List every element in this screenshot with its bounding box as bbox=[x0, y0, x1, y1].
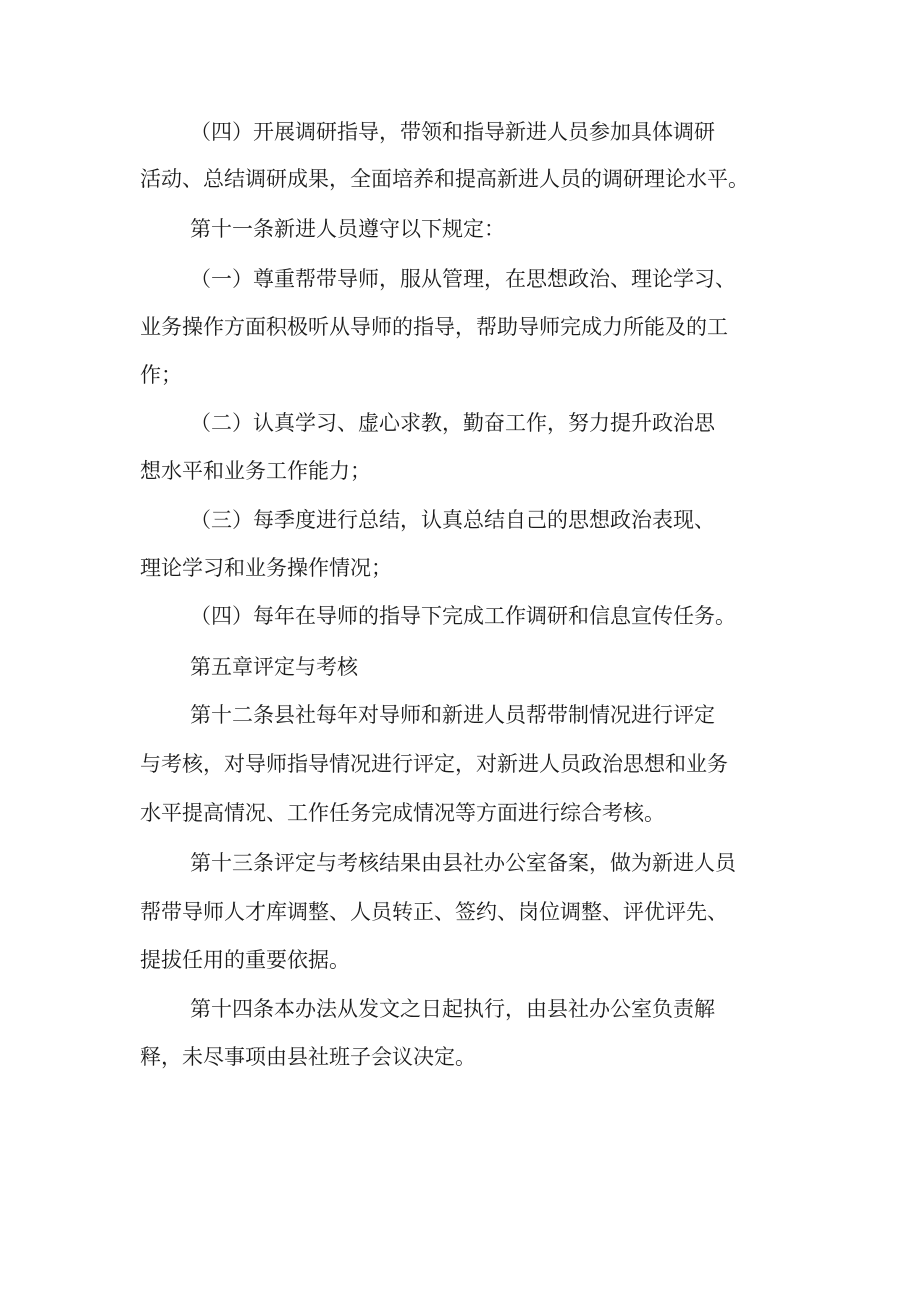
text-line: 与考核，对导师指导情况进行评定，对新进人员政治思想和业务 bbox=[140, 752, 728, 776]
text-line: 想水平和业务工作能力； bbox=[140, 459, 371, 483]
text-line: （四）每年在导师的指导下完成工作调研和信息宣传任务。 bbox=[190, 604, 736, 628]
text-line: （四）开展调研指导，带领和指导新进人员参加具体调研 bbox=[190, 120, 715, 144]
text-line: 提拔任用的重要依据。 bbox=[140, 948, 350, 972]
text-line: 第十四条本办法从发文之日起执行，由县社办公室负责解 bbox=[190, 997, 715, 1021]
chapter-heading: 第五章评定与考核 bbox=[190, 655, 358, 679]
text-line: （二）认真学习、虚心求教，勤奋工作，努力提升政治思 bbox=[190, 411, 715, 435]
text-line: 活动、总结调研成果，全面培养和提高新进人员的调研理论水平。 bbox=[140, 167, 749, 191]
text-line: 理论学习和业务操作情况； bbox=[140, 556, 392, 580]
text-line: （一）尊重帮带导师，服从管理，在思想政治、理论学习、 bbox=[190, 267, 736, 291]
text-line: 第十三条评定与考核结果由县社办公室备案，做为新进人员 bbox=[190, 851, 736, 875]
text-line: （三）每季度进行总结，认真总结自己的思想政治表现、 bbox=[190, 508, 715, 532]
text-line: 第十二条县社每年对导师和新进人员帮带制情况进行评定 bbox=[190, 703, 715, 727]
text-line: 水平提高情况、工作任务完成情况等方面进行综合考核。 bbox=[140, 801, 665, 825]
text-line: 第十一条新进人员遵守以下规定： bbox=[190, 217, 505, 241]
text-line: 业务操作方面积极听从导师的指导，帮助导师完成力所能及的工 bbox=[140, 315, 728, 339]
text-line: 释，未尽事项由县社班子会议决定。 bbox=[140, 1045, 476, 1069]
text-line: 帮带导师人才库调整、人员转正、签约、岗位调整、评优评先、 bbox=[140, 900, 728, 924]
text-line: 作； bbox=[140, 363, 182, 387]
